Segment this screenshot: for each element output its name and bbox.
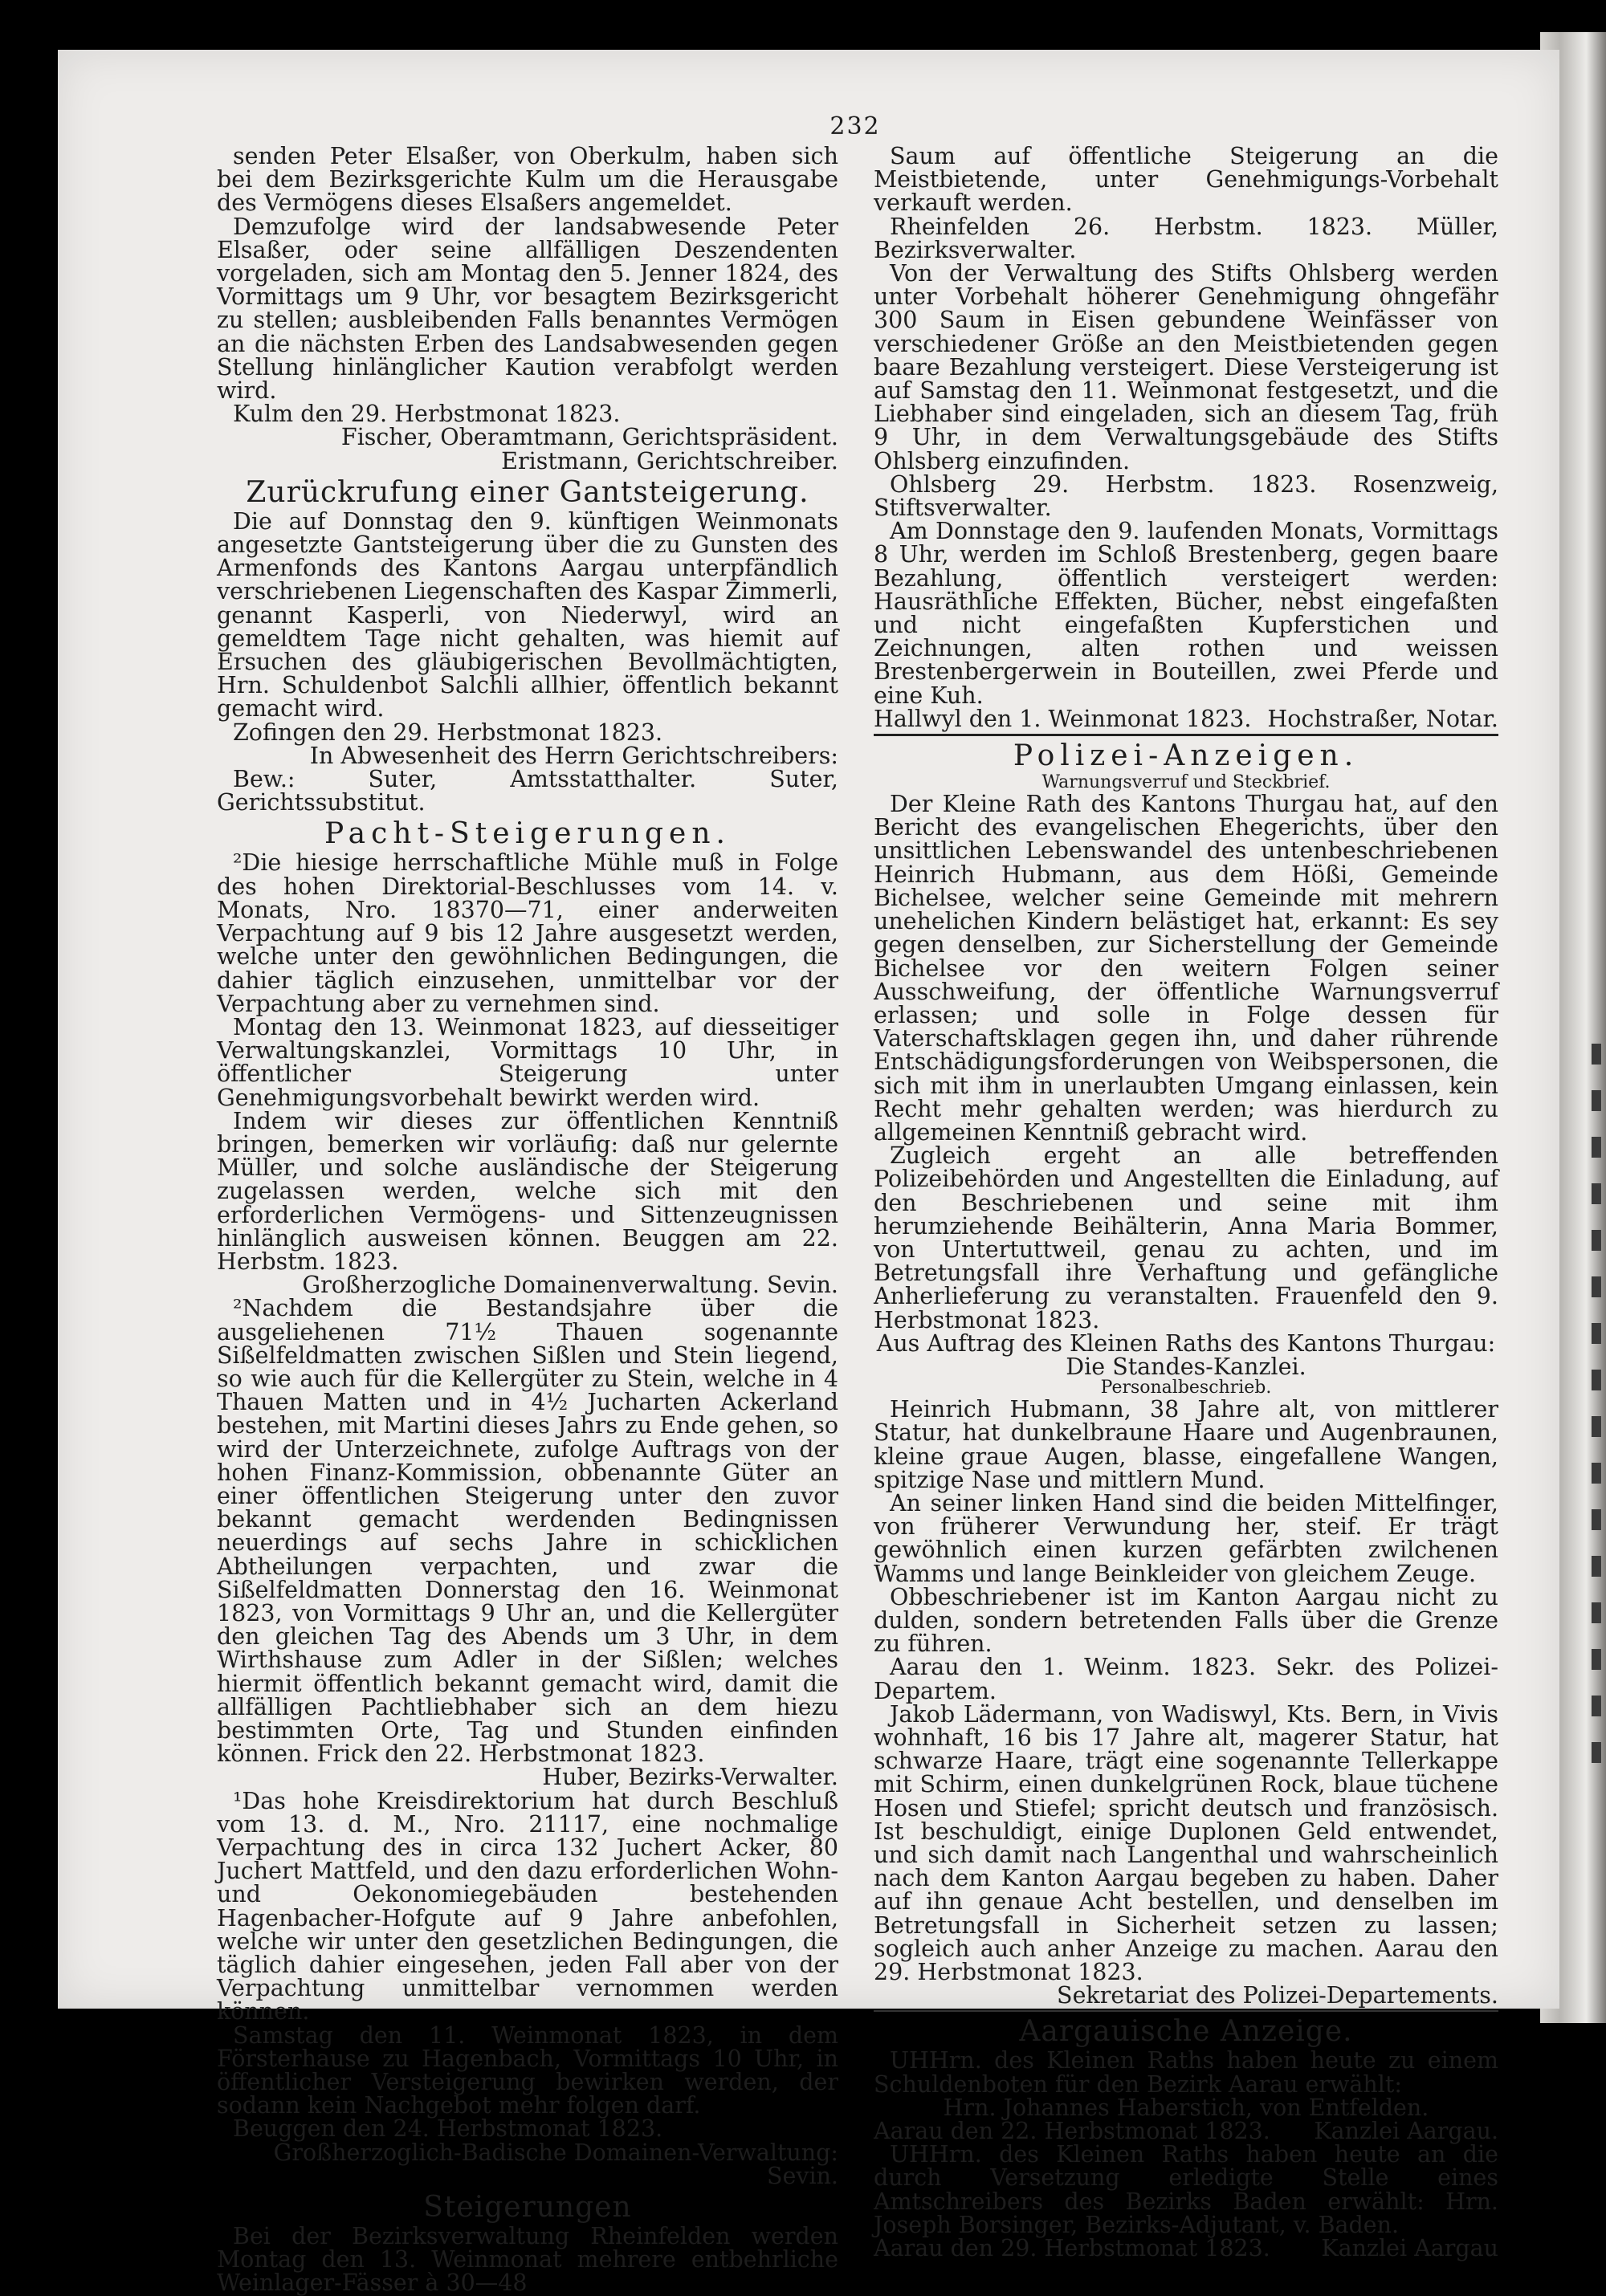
paragraph: Bei der Bezirksverwaltung Rheinfelden werden Montag den 13. Weinmonat mehrere entbehrliche Weinlager-Fässer à 30—48 [217,2223,838,2296]
signature-place-date: Aarau den 29. Herbstmonat 1823. [874,2235,1270,2262]
page-number: 232 [829,112,881,140]
signature-line: In Abwesenheit des Herrn Gerichtschreibers: [309,742,838,769]
paragraph: Bew.: Suter, Amtsstatthalter. Suter, Gerichtssubstitut. [217,766,838,816]
paragraph: Zugleich ergeht an alle betreffenden Polizeibehörden und Angestellten die Einladung, auf den Beschriebenen und seine mit ihm herumziehende Beihälterin, Anna Maria Bommer, von Untertuttweil, genau zu achten, und im Betretungsfall ihre Verhaftung und gefängliche Anherlieferung zu veranstalten. Frauenfeld den 9. Herbstmonat 1823. [874,1142,1498,1333]
paragraph: Indem wir dieses zur öffentlichen Kenntniß bringen, bemerken wir vorläufig: daß nur gelernte Müller, und solche ausländische der Steigerung zugelassen werden, welche sich mit den erforderlichen Vermögens- und Sittenzeugnissen hinlänglich ausweisen können. Beuggen am 22. Herbstm. 1823. [217,1107,838,1275]
section-divider [874,734,1498,736]
signature-line: Eristmann, Gerichtschreiber. [501,447,838,474]
paragraph: Der Kleine Rath des Kantons Thurgau hat, auf den Bericht des evangelischen Ehegerichts, über den unsittlichen Lebenswandel des untenbeschriebenen Heinrich Hubmann, aus dem Hößi, Gemeinde Bichelsee, welcher seine Gemeinde mit mehrern unehelichen Kindern belästiget hat, erkannt: Es sey gegen denselben, zur Sicherstellung der Gemeinde Bichelsee vor den weitern Folgen seiner Ausschweifung, der öffentliche Warnungsverruf erlassen; und solle in Folge dessen für Vaterschaftsklagen gegen ihn, und daher rührende Entschädigungsforderungen von Weibspersonen, die sich mit ihm in unerlaubten Umgang einlassen, kein Recht mehr gehalten werden; was hierdurch zu allgemeinen Kenntniß gebracht wird. [874,791,1498,1146]
scan-border [0,0,1606,32]
subheading: Warnungsverruf und Steckbrief. [1041,772,1331,793]
signature-name: Kanzlei Aargau [1321,2235,1498,2262]
paragraph: Beuggen den 24. Herbstmonat 1823. [233,2115,663,2143]
left-column [217,145,838,2295]
section-divider [874,2010,1498,2012]
subheading: Personalbeschrieb. [1100,1378,1272,1398]
paragraph: Obbeschriebener ist im Kanton Aargau nicht zu dulden, sondern betretenden Falls über die Grenze zu führen. [874,1583,1498,1658]
signature-name: Kanzlei Aargau. [1314,2118,1498,2145]
paragraph: Montag den 13. Weinmonat 1823, auf diesseitiger Verwaltungskanzlei, Vormittags 10 Uhr, in öffentlicher Steigerung unter Genehmigungsvorbehalt bewirkt werden wird. [217,1013,838,1111]
section-heading: Aargauische Anzeige. [1019,2015,1353,2049]
paragraph: Die auf Donnstag den 9. künftigen Weinmonats angesetzte Gantsteigerung über die zu Gunsten des Armenfonds des Kantons Aargau unterpfändlich verschriebenen Liegenschaften des Kaspar Zimmerli, genannt Kasperli, von Niederwyl, wird an gemeldtem Tage nicht gehalten, was hiemit auf Ersuchen des gläubigerischen Bevollmächtigten, Hrn. Schuldenbot Salchli allhier, öffentlich bekannt gemacht wird. [217,507,838,723]
adjacent-page-marks [1588,1044,1604,1766]
paragraph: ²Die hiesige herrschaftliche Mühle muß in Folge des hohen Direktorial-Beschlusses vom 14. v. Monats, Nro. 18370—71, einer anderweiten Verpachtung auf 9 bis 12 Jahre ausgesetzt werden, welche unter den gewöhnlichen Bedingungen, die dahier täglich einzusehen, unmittelbar vor der Verpachtung aber zu vernehmen sind. [217,849,838,1017]
paragraph: ²Nachdem die Bestandsjahre über die ausgeliehenen 71½ Thauen sogenannte Sißelfeldmatten zwischen Sißlen und Stein liegend, so wie auch für die Kellergüter zu Stein, welche in 4 Thauen Matten und in 4½ Jucharten Ackerland bestehen, mit Martini dieses Jahrs zu Ende gehen, so wird der Unterzeichnete, zufolge Auftrags von der hohen Finanz-Kommission, obbenannte Güter an einer öffentlichen Steigerung unter den zuvor bekannt gemacht werdenden Bedingnissen neuerdings auf sechs Jahre in schicklichen Abtheilungen verpachten, und zwar die Sißelfeldmatten Donnerstag den 16. Weinmonat 1823, von Vormittags 9 Uhr an, und die Kellergüter den gleichen Tag des Abends um 3 Uhr, in dem Wirthshause zum Adler in der Sißlen; welches hiermit öffentlich bekannt gemacht wird, damit die allfälligen Pachtliebhaber sich an dem hiezu bestimmten Orte, Tag und Stunden einfinden können. Frick den 22. Herbstmonat 1823. [217,1295,838,1768]
paragraph: Saum auf öffentliche Steigerung an die Meistbietende, unter Genehmigungs-Vorbehalt verkauft werden. [874,143,1498,217]
centered-line: Aus Auftrag des Kleinen Raths des Kantons Thurgau: [876,1329,1496,1357]
signature-place-date: Hallwyl den 1. Weinmonat 1823. [874,705,1252,732]
paragraph: UHHrn. des Kleinen Raths haben heute zu einem Schuldenboten für den Bezirk Aarau erwählt: [874,2047,1498,2098]
signature-line: Huber, Bezirks-Verwalter. [542,1764,838,1791]
section-heading: Pacht-Steigerungen. [324,817,731,851]
paragraph: Samstag den 11. Weinmonat 1823, in dem Försterhause zu Hagenbach, Vormittags 10 Uhr, in öffentlicher Versteigerung bewirken werden, der sodann kein Nachgebot mehr folgen darf. [217,2021,838,2119]
signature-line [874,2237,1498,2260]
signature-line: Großherzogliche Domainenverwaltung. Sevin. [302,1272,838,1299]
paragraph: Zofingen den 29. Herbstmonat 1823. [233,719,663,746]
paragraph: Jakob Lädermann, von Wadiswyl, Kts. Bern, in Vivis wohnhaft, 16 bis 17 Jahre alt, magerer Statur, hat schwarze Haare, trägt eine sogenannte Tellerkappe mit Schirm, einen dunkelgrünen Rock, blaue tüchene Hosen und Stiefel; spricht deutsch und französisch. Ist beschuldigt, einige Duplonen Geld entwendet, und sich damit nach Langenthal und wahrscheinlich nach dem Kanton Aargau begeben zu haben. Daher auf ihn genaue Acht bestellen, und denselben im Betretungsfall in Sicherheit setzen zu lassen; sogleich auch anher Anzeige zu machen. Aarau den 29. Herbstmonat 1823. [874,1700,1498,1986]
centered-line: Die Standes-Kanzlei. [1066,1353,1306,1380]
paragraph: Heinrich Hubmann, 38 Jahre alt, von mittlerer Statur, hat dunkelbraune Haare und Augenbraunen, kleine graue Augen, blasse, eingefallene Wangen, spitzige Nase und mittlern Mund. [874,1396,1498,1493]
paragraph: Ohlsberg 29. Herbstm. 1823. Rosenzweig, Stiftsverwalter. [874,470,1498,522]
centered-line: Hrn. Johannes Haberstich, von Entfelden. [943,2094,1429,2121]
paragraph: Demzufolge wird der landsabwesende Peter Elsaßer, oder seine allfälligen Deszendenten vorgeladen, sich am Montag den 5. Jenner 1824, des Vormittags um 9 Uhr, vor besagtem Bezirksgericht zu stellen; ausbleibenden Falls benanntes Vermögen an die nächsten Erben des Landsabwesenden gegen Stellung hinlänglicher Kaution verabfolgt werden wird. [217,213,838,405]
paragraph: senden Peter Elsaßer, von Oberkulm, haben sich bei dem Bezirksgerichte Kulm um die Herausgabe des Vermögens dieses Elsaßers angemeldet. [217,143,838,217]
paragraph: An seiner linken Hand sind die beiden Mittelfinger, von früherer Verwundung her, steif. Er trägt gewöhnlich einen kurzen gefärbten zwilchenen Wamms und lange Beinkleider von gleichem Zeuge. [874,1489,1498,1587]
paragraph: Aarau den 1. Weinm. 1823. Sekr. des Polizei-Departem. [874,1654,1498,1704]
section-heading: Zurückrufung einer Gantsteigerung. [246,475,809,509]
paragraph: Kulm den 29. Herbstmonat 1823. [233,401,621,428]
signature-line [874,2119,1498,2143]
signature-line [874,707,1498,731]
paragraph: Von der Verwaltung des Stifts Ohlsberg werden unter Vorbehalt höherer Genehmigung ohngefähr 300 Saum in Eisen gebundene Weinfässer von verschiedener Größe an den Meistbietenden gegen baare Bezahlung versteigert. Diese Versteigerung ist auf Samstag den 11. Weinmonat festgesetzt, und die Liebhaber sind eingeladen, sich an diesem Tag, früh 9 Uhr, in dem Verwaltungsgebäude des Stifts Ohlsberg einzufinden. [874,260,1498,474]
paragraph: ¹Das hohe Kreisdirektorium hat durch Beschluß vom 13. d. M., Nro. 21117, eine nochmalige Verpachtung des in circa 132 Juchert Acker, 80 Juchert Mattfeld, und den dazu erforderlichen Wohn- und Oekonomiegebäuden bestehenden Hagenbacher-Hofgute auf 9 Jahre anbefohlen, welche wir unter den gesetzlichen Bedingungen, die täglich dahier eingesehen, jeden Fall aber von der Verpachtung unmittelbar vernommen werden können. [217,1787,838,2025]
signature-line: Großherzoglich-Badische Domainen-Verwaltung: Sevin. [273,2139,838,2189]
signature-place-date: Aarau den 22. Herbstmonat 1823. [874,2118,1270,2145]
signature-line: Fischer, Oberamtmann, Gerichtspräsident. [340,424,838,451]
paragraph: Am Donnstage den 9. laufenden Monats, Vormittags 8 Uhr, werden im Schloß Brestenberg, gegen baare Bezahlung, öffentlich versteigert werden: Hausräthliche Effekten, Bücher, nebst eingefaßten und nicht eingefaßten Kupferstichen und Zeichnungen, alten rothen und weissen Brestenbergerwein in Bouteillen, zwei Pferde und eine Kuh. [874,518,1498,709]
section-heading: Polizei-Anzeigen. [1013,739,1359,773]
paragraph: UHHrn. des Kleinen Raths haben heute an die durch Versetzung erledigte Stelle eines Amtschreibers des Bezirks Baden erwählt: Hrn. Joseph Borsinger, Bezirks-Adjutant, v. Baden. [874,2141,1498,2238]
section-heading: Steigerungen [423,2191,632,2225]
signature-line: Sekretariat des Polizei-Departements. [1057,1982,1498,2009]
signature-name: Hochstraßer, Notar. [1267,705,1498,732]
right-column [874,145,1498,2260]
paragraph: Rheinfelden 26. Herbstm. 1823. Müller, Bezirksverwalter. [874,213,1498,263]
